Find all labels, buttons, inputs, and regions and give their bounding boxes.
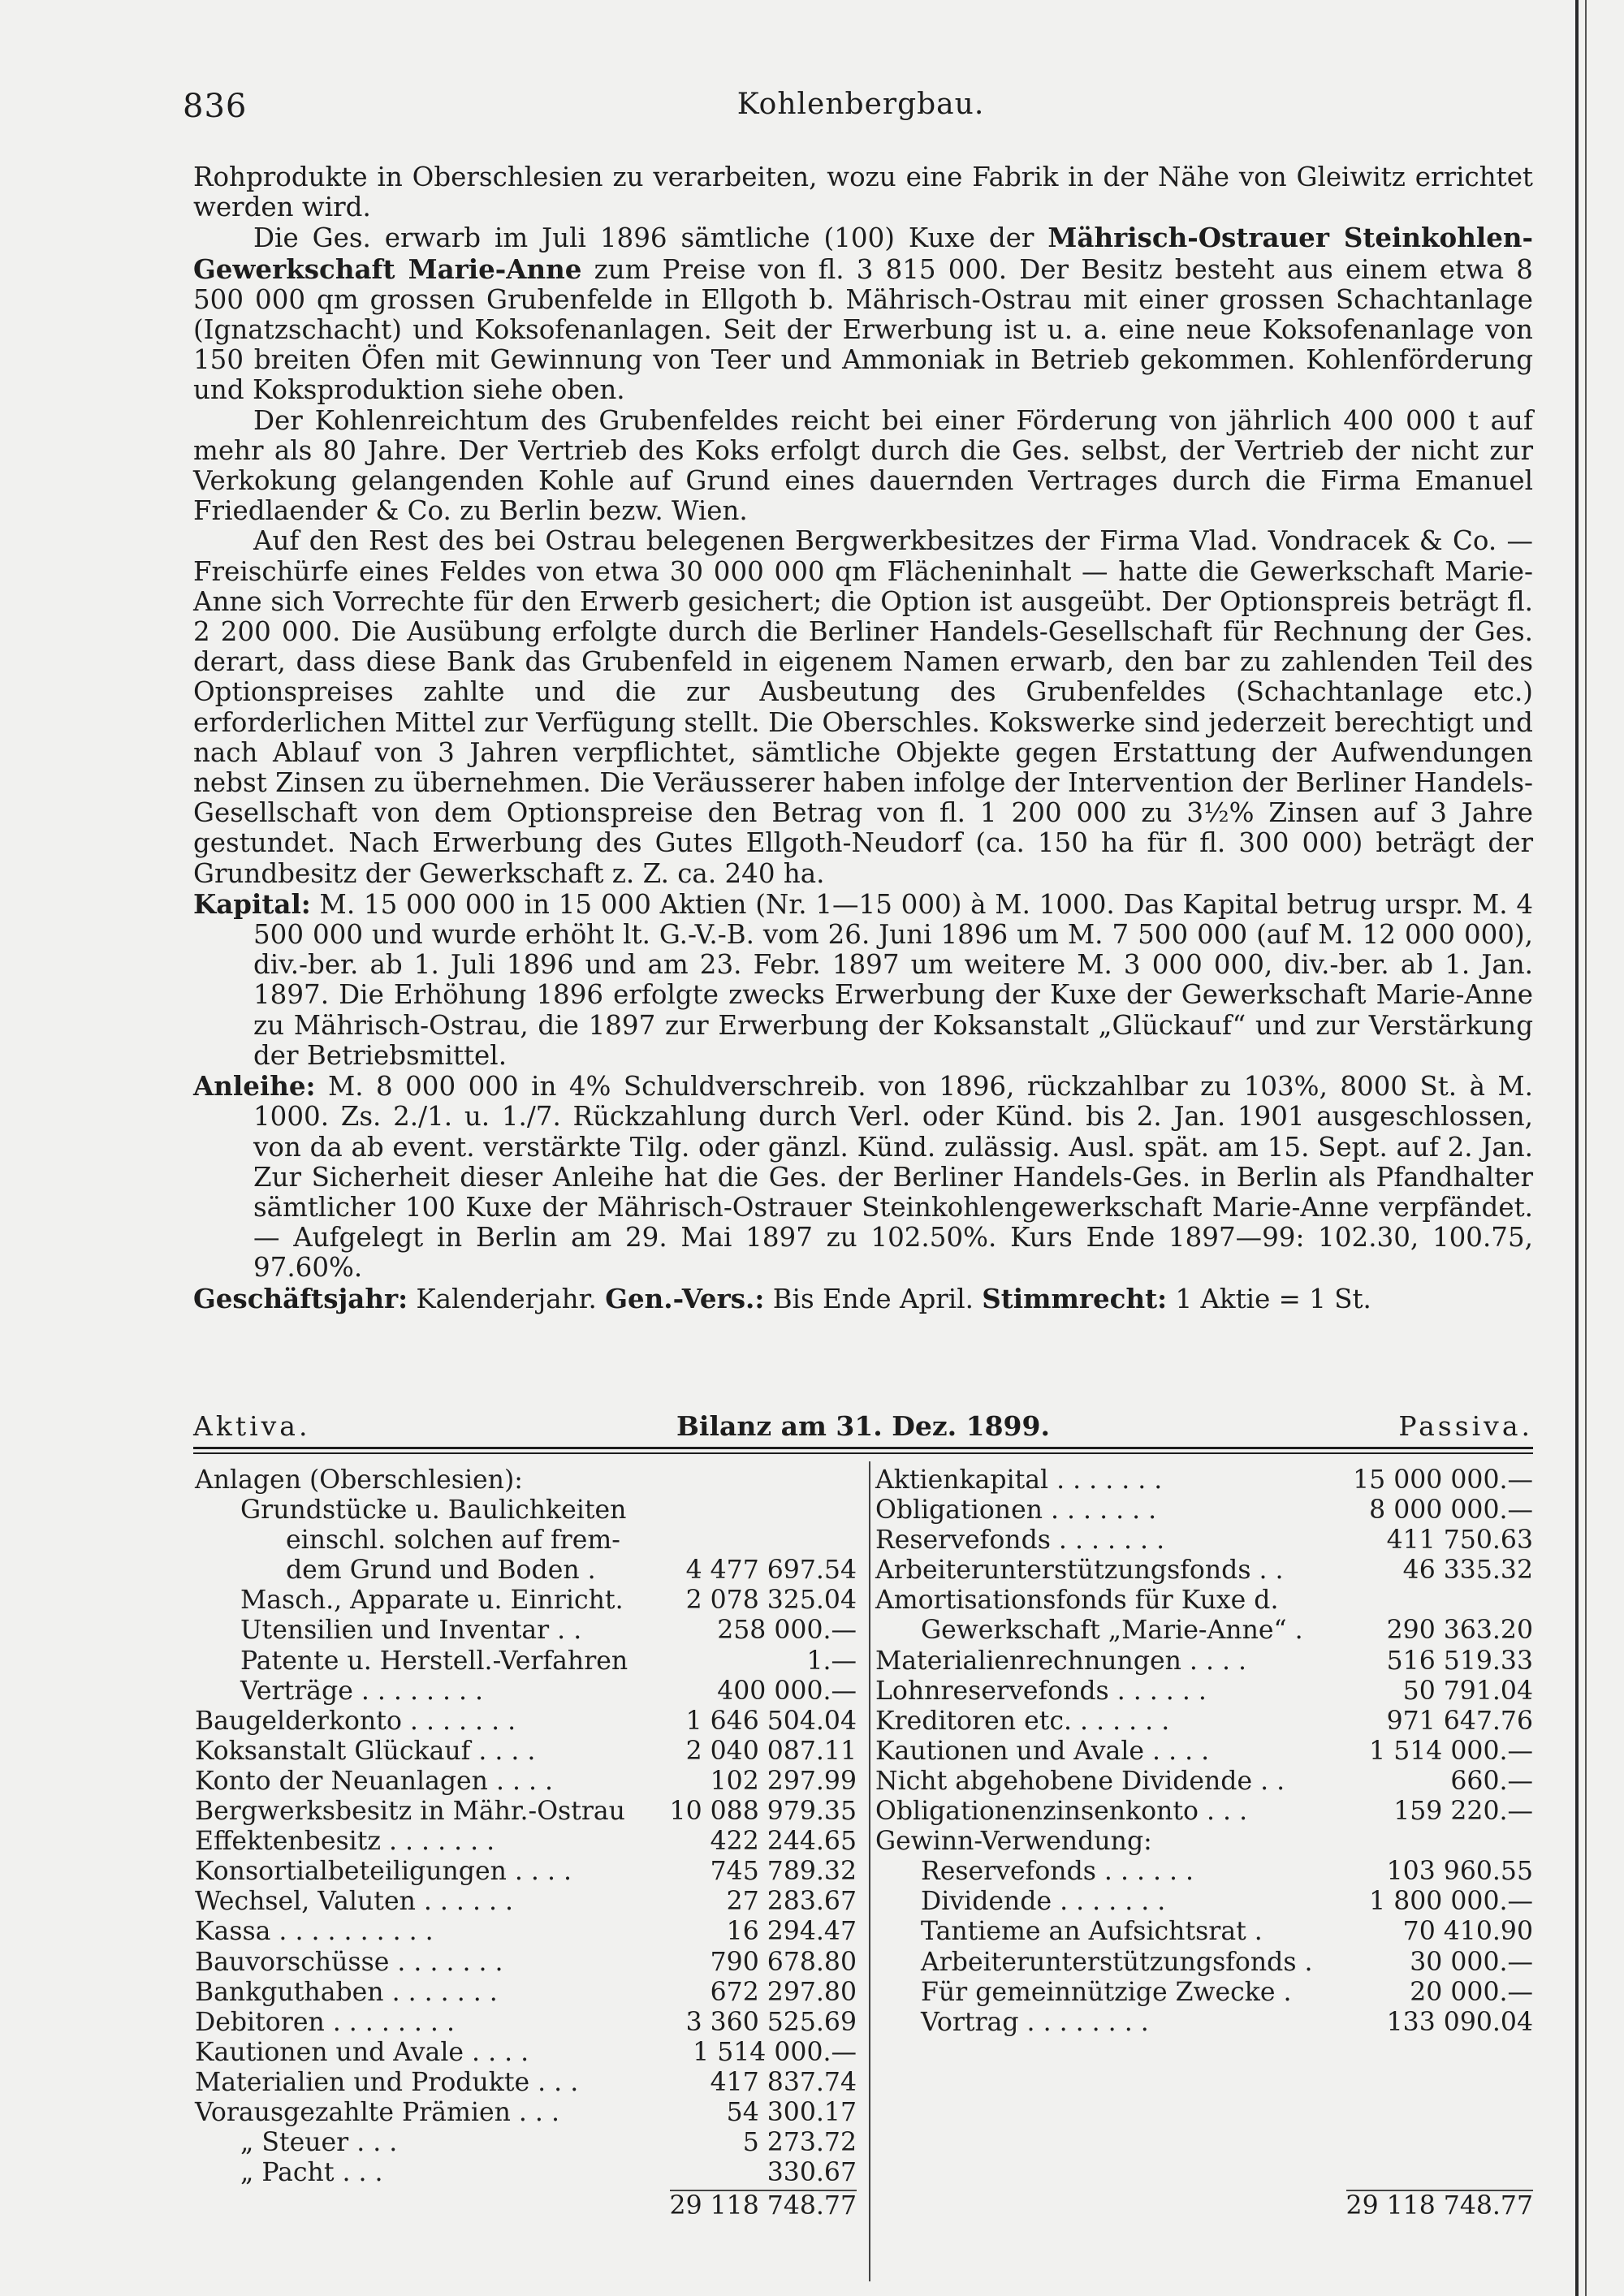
balance-item-value: 258 000.— <box>717 1616 857 1646</box>
balance-item-label: Bankguthaben . . . . . . . <box>195 1977 498 2007</box>
balance-item-label: Nicht abgehobene Dividende . . <box>875 1766 1285 1796</box>
balance-row <box>195 1767 857 1797</box>
balance-item-label: Obligationenzinsenkonto . . . <box>875 1797 1248 1827</box>
balance-item-value: 1.— <box>806 1646 857 1676</box>
balance-item-value: 103 960.55 <box>1386 1857 1533 1887</box>
balance-row <box>195 2008 857 2038</box>
balance-row <box>875 1767 1533 1797</box>
balance-item-value: 3 360 525.69 <box>685 2007 857 2037</box>
text-run: Kalenderjahr. <box>408 1283 606 1314</box>
balance-item-value: 20 000.— <box>1410 1977 1533 2007</box>
text-run: Bis Ende April. <box>764 1283 983 1314</box>
balance-item-value: 1 800 000.— <box>1369 1887 1533 1917</box>
passiva-column <box>875 1465 1533 2221</box>
balance-item-label: Bauvorschüsse . . . . . . . <box>195 1947 503 1977</box>
balance-item-label: Wechsel, Valuten . . . . . . <box>195 1887 514 1917</box>
balance-item-label: Masch., Apparate u. Einricht. <box>240 1586 624 1616</box>
balance-item-value: 133 090.04 <box>1386 2007 1533 2037</box>
balance-row <box>195 2158 857 2188</box>
balance-item-label: Debitoren . . . . . . . . <box>195 2007 455 2037</box>
balance-item-value: 159 220.— <box>1393 1797 1533 1827</box>
paragraph <box>193 526 1533 888</box>
column-separator <box>869 1461 870 2281</box>
balance-item-label: Effektenbesitz . . . . . . . <box>195 1827 495 1857</box>
balance-row <box>195 1827 857 1857</box>
balance-row <box>875 1526 1533 1556</box>
passiva-label: Passiva. <box>1398 1410 1533 1442</box>
balance-row <box>195 1948 857 1978</box>
balance-item-value: 4 477 697.54 <box>685 1556 857 1586</box>
balance-sheet-title: Bilanz am 31. Dez. 1899. <box>676 1410 1050 1442</box>
balance-item-label: Grundstücke u. Baulichkeiten <box>240 1495 627 1526</box>
page-edge-line <box>1575 0 1579 2296</box>
balance-item-label: Obligationen . . . . . . . <box>875 1495 1157 1526</box>
balance-item-label: Materialienrechnungen . . . . <box>875 1646 1247 1676</box>
balance-row <box>195 1646 857 1677</box>
balance-item-label: Konsortialbeteiligungen . . . . <box>195 1857 572 1887</box>
balance-item-value: 70 410.90 <box>1402 1917 1533 1947</box>
balance-row <box>195 1526 857 1556</box>
bold-text: Gen.-Vers.: <box>605 1282 765 1314</box>
balance-item-label: Dividende . . . . . . . <box>921 1887 1166 1917</box>
text-run: Auf den Rest des bei Ostrau belegenen Bergwerkbesitzes der Firma Vlad. Vondracek & Co. — Freischürfe eines Feldes von etwa 30 000 000 qm Flächeninhalt — hatte die Gewerkschaft Marie-Anne sich Vorrechte für den Erwerb gesichert; die Option ist ausgeübt. Der Optionspreis beträgt fl. 2 200 000. Die Ausübung erfolgte durch die Berliner Handels-Gesellschaft für Rechnung der Ges. derart, dass diese Bank das Grubenfeld in eigenem Namen erwarb, den bar zu zahlenden Teil des Optionspreises zahlte und die zur Ausbeutung des Grubenfeldes (Schachtanlage etc.) erforderlichen Mittel zur Verfügung stellt. Die Oberschles. Kokswerke sind jederzeit berechtigt und nach Ablauf von 3 Jahren verpflichtet, sämtliche Objekte gegen Erstattung der Aufwendungen nebst Zinsen zu übernehmen. Die Veräusserer haben infolge der Intervention der Berliner Handels-Gesellschaft von dem Optionspreise den Betrag von fl. 1 200 000 zu 3½% Zinsen auf 3 Jahre gestundet. Nach Erwerbung des Gutes Ellgoth-Neudorf (ca. 150 ha für fl. 300 000) beträgt der Grundbesitz der Gewerkschaft z. Z. ca. 240 ha. <box>193 525 1533 889</box>
text-run: Der Kohlenreichtum des Grubenfeldes reicht bei einer Förderung von jährlich 400 000 t auf mehr als 80 Jahre. Der Vertrieb des Koks erfolgt durch die Ges. selbst, der Vertrieb der nicht zur Verkokung gelangenden Kohle auf Grund eines dauernden Vertrages durch die Firma Emanuel Friedlaender & Co. zu Berlin bezw. Wien. <box>193 404 1533 527</box>
balance-item-label: Amortisationsfonds für Kuxe d. <box>875 1586 1279 1616</box>
balance-total-row <box>875 2191 1533 2221</box>
balance-sheet-header <box>193 1410 1533 1443</box>
balance-total-value: 29 118 748.77 <box>669 2191 857 2221</box>
balance-item-value: 330.67 <box>767 2158 857 2188</box>
balance-row <box>875 1978 1533 2008</box>
text-run: M. 15 000 000 in 15 000 Aktien (Nr. 1—15 000) à M. 1000. Das Kapital betrug urspr. M. 4 500 000 und wurde erhöht lt. G.-V.-B. vom 26. Juni 1896 um M. 7 500 000 (auf M. 12 000 000), div.-ber. ab 1. Juli 1896 und am 23. Febr. 1897 um weitere M. 3 000 000, div.-ber. ab 1. Jan. 1897. Die Erhöhung 1896 erfolgte zwecks Erwerbung der Kuxe der Gewerkschaft Marie-Anne zu Mährisch-Ostrau, die 1897 zur Erwerbung der Koksanstalt „Glückauf“ und zur Verstärkung der Betriebsmittel. <box>253 888 1533 1071</box>
balance-row <box>875 1857 1533 1887</box>
balance-item-label: Utensilien und Inventar . . <box>240 1616 582 1646</box>
bold-text: Anleihe: <box>193 1070 316 1103</box>
balance-item-label: Kassa . . . . . . . . . . <box>195 1917 434 1947</box>
balance-row <box>195 1978 857 2008</box>
balance-item-label: Anlagen (Oberschlesien): <box>195 1465 523 1495</box>
paragraph <box>193 162 1533 222</box>
balance-row <box>875 1887 1533 1917</box>
header-rule-thin <box>193 1452 1533 1454</box>
balance-item-label: Bergwerksbesitz in Mähr.-Ostrau <box>195 1797 625 1827</box>
paragraph <box>193 1284 1533 1314</box>
paragraph <box>193 222 1533 405</box>
balance-item-label: Reservefonds . . . . . . . <box>875 1526 1165 1556</box>
balance-item-value: 422 244.65 <box>710 1827 857 1857</box>
paragraph <box>193 406 1533 527</box>
balance-item-value: 411 750.63 <box>1386 1526 1533 1556</box>
balance-row <box>195 1677 857 1707</box>
balance-item-label: Für gemeinnützige Zwecke . <box>921 1977 1292 2007</box>
balance-item-label: Kautionen und Avale . . . . <box>195 2037 529 2067</box>
balance-item-label: Reservefonds . . . . . . <box>921 1857 1194 1887</box>
paragraph <box>193 1071 1533 1283</box>
balance-item-value: 2 040 087.11 <box>685 1736 857 1766</box>
balance-row <box>875 1586 1533 1616</box>
balance-row <box>875 1797 1533 1827</box>
balance-item-label: Arbeiterunterstützungsfonds . . <box>875 1556 1284 1586</box>
balance-row <box>195 1857 857 1887</box>
balance-item-value: 672 297.80 <box>710 1977 857 2007</box>
balance-row <box>875 1646 1533 1677</box>
balance-row <box>195 1737 857 1767</box>
balance-item-value: 27 283.67 <box>726 1887 857 1917</box>
balance-item-label: Koksanstalt Glückauf . . . . <box>195 1736 536 1766</box>
balance-item-value: 971 647.76 <box>1386 1706 1533 1736</box>
balance-item-value: 50 791.04 <box>1402 1676 1533 1706</box>
balance-row <box>875 1677 1533 1707</box>
balance-item-value: 16 294.47 <box>726 1917 857 1947</box>
header-rule-thick <box>193 1447 1533 1449</box>
balance-item-label: Verträge . . . . . . . . <box>240 1676 484 1706</box>
balance-item-value: 46 335.32 <box>1402 1556 1533 1586</box>
balance-item-value: 5 273.72 <box>742 2128 857 2158</box>
balance-row <box>195 1616 857 1646</box>
balance-row <box>875 1616 1533 1646</box>
balance-item-label: Baugelderkonto . . . . . . . <box>195 1706 516 1736</box>
balance-row <box>195 1495 857 1526</box>
body-text <box>193 162 1533 1314</box>
balance-row <box>875 1827 1533 1857</box>
balance-row <box>195 1887 857 1917</box>
balance-item-value: 745 789.32 <box>710 1857 857 1887</box>
balance-item-label: Kreditoren etc. . . . . . . <box>875 1706 1170 1736</box>
balance-row <box>195 2128 857 2158</box>
balance-item-value: 30 000.— <box>1410 1947 1533 1977</box>
balance-row <box>875 1465 1533 1495</box>
balance-item-value: 10 088 979.35 <box>669 1797 857 1827</box>
balance-item-value: 2 078 325.04 <box>685 1586 857 1616</box>
balance-row <box>195 1465 857 1495</box>
balance-item-label: dem Grund und Boden . <box>286 1556 596 1586</box>
balance-row <box>875 1707 1533 1737</box>
balance-row <box>195 1556 857 1586</box>
balance-item-value: 660.— <box>1450 1766 1533 1796</box>
balance-row <box>195 1797 857 1827</box>
page-edge-line-inner <box>1585 0 1587 2296</box>
balance-item-label: Lohnreservefonds . . . . . . <box>875 1676 1207 1706</box>
bold-text: Mährisch-Ostrauer Steinkohlen-Gewerkschaft Marie-Anne <box>193 222 1533 285</box>
bold-text: Geschäftsjahr: <box>193 1282 408 1314</box>
balance-item-label: Gewinn-Verwendung: <box>875 1827 1152 1857</box>
balance-item-label: „ Pacht . . . <box>240 2158 383 2188</box>
balance-item-value: 1 646 504.04 <box>685 1706 857 1736</box>
aktiva-column <box>195 1465 857 2221</box>
text-run: 1 Aktie = 1 St. <box>1167 1283 1371 1314</box>
page-number: 836 <box>183 88 248 125</box>
balance-item-label: Vortrag . . . . . . . . <box>921 2007 1149 2037</box>
balance-row <box>875 1737 1533 1767</box>
balance-item-label: Vorausgezahlte Prämien . . . <box>195 2097 559 2127</box>
balance-row <box>195 2068 857 2098</box>
running-title: Kohlenbergbau. <box>736 88 985 121</box>
balance-total-value: 29 118 748.77 <box>1345 2191 1533 2221</box>
balance-item-label: Patente u. Herstell.-Verfahren <box>240 1646 628 1676</box>
balance-item-label: „ Steuer . . . <box>240 2128 398 2158</box>
balance-item-label: Konto der Neuanlagen . . . . <box>195 1766 554 1796</box>
page-header <box>183 88 1539 128</box>
balance-item-value: 290 363.20 <box>1386 1616 1533 1646</box>
balance-item-label: einschl. solchen auf frem- <box>286 1526 620 1556</box>
balance-row <box>195 1586 857 1616</box>
balance-item-label: Arbeiterunterstützungsfonds . <box>921 1947 1313 1977</box>
balance-row <box>875 2008 1533 2038</box>
balance-item-label: Tantieme an Aufsichtsrat . <box>921 1917 1263 1947</box>
text-run: zum Preise von fl. 3 815 000. Der Besitz besteht aus einem etwa 8 500 000 qm grossen Grubenfelde in Ellgoth b. Mährisch-Ostrau mit einer grossen Schachtanlage (Ignatzschacht) und Koksofenanlagen. Seit der Erwerbung ist u. a. eine neue Koksofenanlage von 150 breiten Öfen mit Gewinnung von Teer und Ammoniak in Betrieb gekommen. Kohlenförderung und Koksproduktion siehe oben. <box>193 253 1533 406</box>
balance-row <box>195 2098 857 2128</box>
bold-text: Kapital: <box>193 887 311 920</box>
balance-row <box>875 1556 1533 1586</box>
balance-item-value: 54 300.17 <box>726 2097 857 2127</box>
balance-item-value: 1 514 000.— <box>1369 1736 1533 1766</box>
text-run: Die Ges. erwarb im Juli 1896 sämtliche (100) Kuxe der <box>253 222 1048 254</box>
text-run: M. 8 000 000 in 4% Schuldverschreib. von 1896, rückzahlbar zu 103%, 8000 St. à M. 1000. Zs. 2./1. u. 1./7. Rückzahlung durch Verl. oder Künd. bis 2. Jan. 1901 ausgeschlossen, von da ab event. verstärkte Tilg. oder gänzl. Künd. zulässig. Ausl. spät. am 15. Sept. auf 2. Jan. Zur Sicherheit dieser Anleihe hat die Ges. der Berliner Handels-Ges. in Berlin als Pfandhalter sämtlicher 100 Kuxe der Mährisch-Ostrauer Steinkohlengewerkschaft Marie-Anne verpfändet. — Aufgelegt in Berlin am 29. Mai 1897 zu 102.50%. Kurs Ende 1897—99: 102.30, 100.75, 97.60%. <box>253 1071 1533 1284</box>
balance-item-label: Aktienkapital . . . . . . . <box>875 1465 1163 1495</box>
paragraph <box>193 889 1533 1071</box>
balance-item-value: 102 297.99 <box>710 1766 857 1796</box>
balance-item-label: Kautionen und Avale . . . . <box>875 1736 1210 1766</box>
balance-item-value: 15 000 000.— <box>1353 1465 1533 1495</box>
balance-item-value: 790 678.80 <box>710 1947 857 1977</box>
balance-item-value: 400 000.— <box>717 1676 857 1706</box>
balance-row <box>195 2038 857 2068</box>
balance-item-value: 516 519.33 <box>1386 1646 1533 1676</box>
balance-item-label: Materialien und Produkte . . . <box>195 2067 579 2097</box>
balance-item-value: 417 837.74 <box>710 2067 857 2097</box>
text-run: Rohprodukte in Oberschlesien zu verarbeiten, wozu eine Fabrik in der Nähe von Gleiwitz errichtet werden wird. <box>193 162 1533 223</box>
balance-row <box>875 1917 1533 1947</box>
balance-row <box>875 1948 1533 1978</box>
aktiva-label: Aktiva. <box>193 1410 311 1442</box>
balance-row <box>875 1495 1533 1526</box>
bold-text: Stimmrecht: <box>982 1282 1168 1314</box>
balance-total-row <box>195 2191 857 2221</box>
balance-item-value: 8 000 000.— <box>1369 1495 1533 1526</box>
balance-item-label: Gewerkschaft „Marie-Anne“ . <box>921 1616 1303 1646</box>
balance-row <box>195 1917 857 1947</box>
balance-row <box>195 1707 857 1737</box>
balance-item-value: 1 514 000.— <box>693 2037 857 2067</box>
